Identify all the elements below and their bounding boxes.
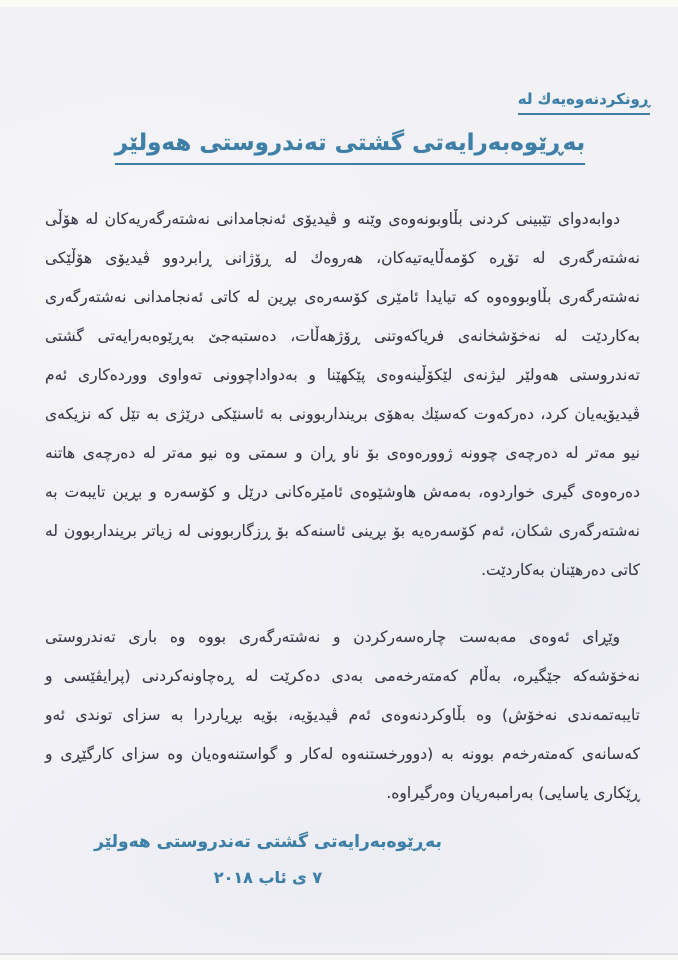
scanner-edge-top: [0, 0, 678, 7]
title-row: [11, 130, 678, 165]
letter-body: [45, 200, 640, 841]
signature-date: ٧ ی ئاب ٢٠١٨: [213, 868, 323, 887]
page-title: بەڕێوەبەرایەتی گشتی تەندروستی هەولێر: [115, 130, 585, 165]
signature-block: [78, 832, 458, 887]
document-kicker: ڕونکردنەوەیەك لە: [518, 90, 650, 115]
signature-org-name: بەڕێوەبەرایەتی گشتی تەندروستی هەولێر: [94, 832, 442, 852]
paragraph-2: وێڕای ئەوەی مەبەست چارەسەرکردن و نەشتەرگەری بووە وە باری تەندروستی نەخۆشەکە جێگیرە، بەڵام کەمتەرخەمی بەدی دەکرێت لە ڕەچاونەکردنی (پرایڤێسی و تایبەتمەندی نەخۆش) وە بڵاوکردنەوەی ئەم ڤیدیۆیە، بۆیە بڕیاردرا بە سزای توندی ئەو کەسانەی کەمتەرخەم بوونە بە (دوورخستنەوە لەکار و گواستنەوەیان وە سزای کارگێڕی و ڕێکاری یاسایی) بەرامبەریان وەرگیراوە.: [45, 628, 640, 802]
paragraph-1: دوابەدوای تێبینی کردنی بڵاوبونەوەی وێنە و ڤیدیۆی ئەنجامدانی نەشتەرگەریەکان لە هۆڵی نەشتەرگەری لە تۆڕە کۆمەڵایەتیەکان، هەروەك لە ڕۆژانی ڕابردوو ڤیدیۆی هۆڵێکی نەشتەرگەری بڵاوبووەوە کە تیایدا ئامێری کۆسەرەی بڕین لە کاتی ئەنجامدانی نەشتەرگەری بەکاردێت لە نەخۆشخانەی فریاکەوتنی ڕۆژهەڵات، دەستبەجێ بەڕێوەبەرایەتی گشتی تەندروستی هەولێر لیژنەی لێکۆڵینەوەی پێکهێنا و بەدواداچوونی تەواوی ووردەکاری ئەم ڤیدیۆیەیان کرد، دەرکەوت کەسێك بەهۆی برینداربوونی بە ئاسنێکی درێژی بە تێل کە نزیکەی نیو مەتر لە دەرچەی چوونە ژوورەوەی بۆ ناو ڕان و سمتی وە نیو مەتر لە دەرچەی هاتنە دەرەوەی گیری خواردوە، بەمەش هاوشێوەی ئامێرەکانی درێل و کۆسەرە و بڕین تایبەت بە نەشتەرگەری شکان، ئەم کۆسەرەیە بۆ بڕینی ئاسنەکە بۆ ڕزگاربوونی لە زیاتر برینداربوون لە کاتی دەرهێنان بەکاردێت.: [45, 210, 640, 579]
scanner-edge-bottom: [0, 955, 678, 960]
